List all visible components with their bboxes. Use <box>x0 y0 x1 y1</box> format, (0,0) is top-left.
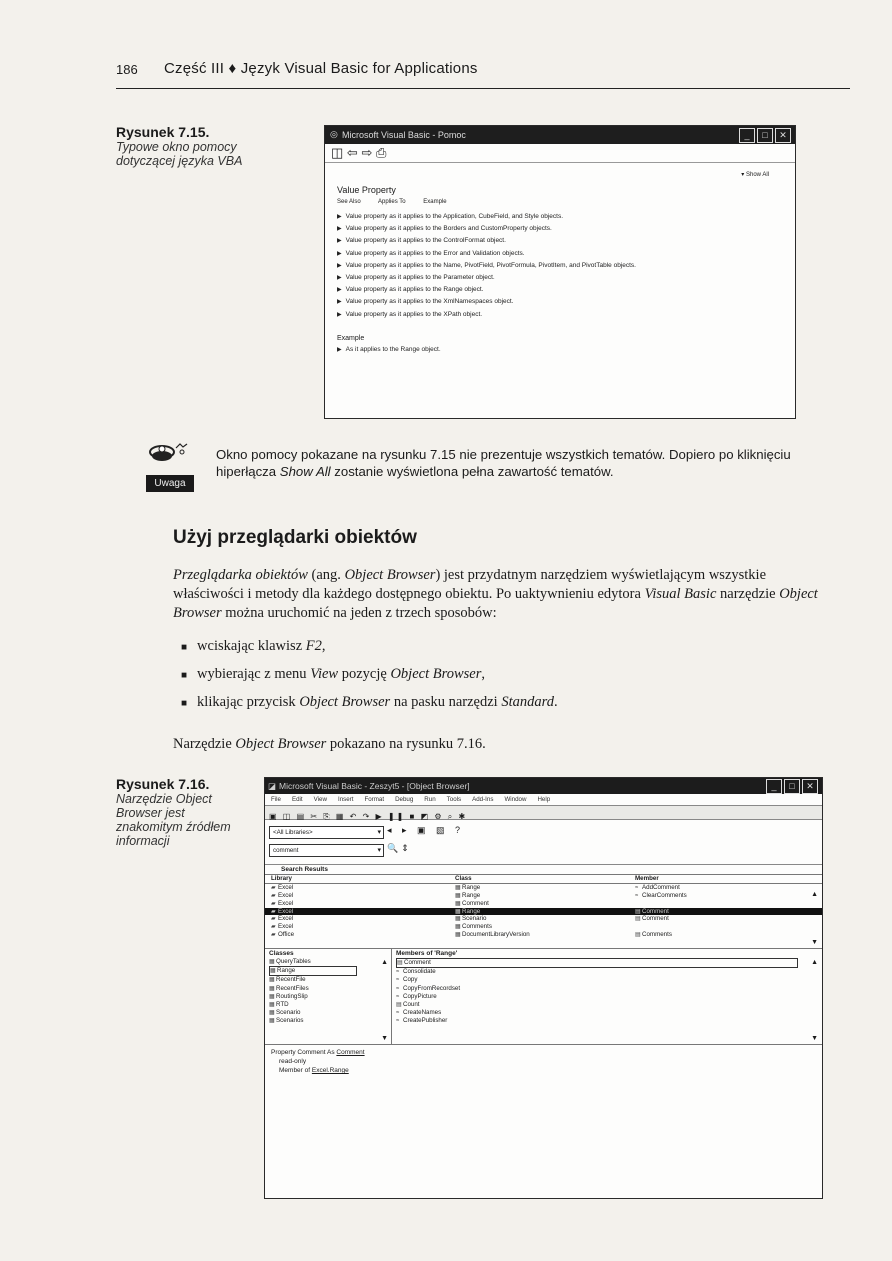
figure2-caption: Narzędzie Object Browser jest znakomitym źródłem informacji <box>116 792 231 848</box>
scroll-up-icon[interactable]: ▲ <box>811 959 818 966</box>
toolbar-icons[interactable]: ▣ ◫ ▤ ✂ ⎘ ▦ ↶ ↷ ▶ ❚❚ ■ ◩ ⚙ ⌕ ✱ <box>269 812 468 821</box>
comment-type-link[interactable]: Comment <box>336 1049 365 1056</box>
help-content <box>325 171 795 356</box>
result-row-selected[interactable]: ▰ Excel ▦Range ▤Comment <box>265 908 822 916</box>
class-item[interactable]: ▦RTD <box>269 1000 289 1008</box>
expand-triangle-icon: ▶ <box>337 299 342 306</box>
search-results-table <box>265 874 822 949</box>
back-icon[interactable]: ⇦ <box>346 145 358 160</box>
classes-pane <box>265 949 392 1044</box>
result-row[interactable]: ▰ Excel ▦Range ≈ ClearComments <box>271 891 687 899</box>
result-row[interactable]: ▰ Excel ▦Comments <box>271 923 492 931</box>
object-browser-window <box>264 777 823 1199</box>
menu-insert[interactable]: Insert <box>337 796 354 803</box>
class-item[interactable]: ▦RecentFile <box>269 976 306 984</box>
expand-triangle-icon: ▶ <box>337 346 342 353</box>
search-button-icon[interactable]: 🔍⇕ <box>387 843 412 853</box>
result-row[interactable]: ▰ Excel ▦Range ≈ AddComment <box>271 883 680 891</box>
menu-run[interactable]: Run <box>424 796 436 803</box>
bullet-item: ■ klikając przycisk Object Browser na pasku narzędzi Standard. <box>181 694 558 710</box>
classes-label: Classes <box>269 950 294 957</box>
expand-triangle-icon: ▶ <box>337 250 342 257</box>
show-all-link[interactable]: ▾ Show All <box>741 172 769 178</box>
figure1-caption: Typowe okno pomocy dotyczącej języka VBA <box>116 140 243 168</box>
expand-triangle-icon: ▶ <box>337 238 342 245</box>
details-readonly: read-only <box>279 1058 307 1065</box>
note-text: Okno pomocy pokazane na rysunku 7.15 nie prezentuje wszystkich tematów. Dopiero po kliknięciu hiperłącza Show All zostanie wyświetlona pełna zawartość tematów. <box>216 447 791 479</box>
help-links <box>337 199 795 205</box>
closing-paragraph: Narzędzie Object Browser pokazano na rysunku 7.16. <box>173 736 486 752</box>
help-toolbar <box>325 144 795 163</box>
expand-triangle-icon: ▶ <box>337 226 342 233</box>
figure2-caption-block <box>116 776 242 848</box>
excel-range-link[interactable]: Excel.Range <box>311 1067 349 1074</box>
class-item[interactable]: ▦RecentFiles <box>269 984 309 992</box>
result-row[interactable]: ▰ Office ▦DocumentLibraryVersion ▤Comments <box>271 931 672 939</box>
scroll-up-icon[interactable]: ▲ <box>811 891 818 898</box>
expand-triangle-icon: ▶ <box>337 311 342 318</box>
menu-window[interactable]: Window <box>504 796 527 803</box>
member-item-selected[interactable]: ▤Comment <box>396 958 798 968</box>
maximize-button[interactable]: □ <box>784 779 800 794</box>
help-item[interactable]: ▶ Value property as it applies to the Parameter object. <box>337 273 495 281</box>
close-button[interactable]: ✕ <box>775 128 791 143</box>
menu-edit[interactable]: Edit <box>291 796 303 803</box>
tile-icon[interactable]: ◫ <box>331 145 344 160</box>
search-results-label: Search Results <box>281 866 328 873</box>
member-item[interactable]: ≈ Consolidate <box>396 968 436 976</box>
scroll-down-icon[interactable]: ▼ <box>381 1035 388 1042</box>
class-item[interactable]: ▦Scenario <box>269 1009 301 1017</box>
expand-triangle-icon: ▶ <box>337 262 342 269</box>
member-item[interactable]: ≈ CopyPicture <box>396 992 437 1000</box>
details-member-of: Member of Excel.Range <box>279 1067 349 1074</box>
nav-buttons[interactable]: ◂ ▸ ▣ ▧ ? <box>387 825 465 835</box>
menu-help[interactable]: Help <box>537 796 551 803</box>
help-item[interactable]: ▶ Value property as it applies to the Application, CubeField, and Style objects. <box>337 213 564 220</box>
browser-controls <box>265 820 822 865</box>
help-window <box>324 125 796 419</box>
figure1-label: Rysunek 7.15. <box>116 124 210 140</box>
help-heading: Value Property <box>337 185 396 195</box>
bullet-item: ■ wciskając klawisz F2, <box>181 638 326 654</box>
figure2-label: Rysunek 7.16. <box>116 776 210 792</box>
bullet-list <box>181 637 821 721</box>
help-item[interactable]: ▶ Value property as it applies to the Error and Validation objects. <box>337 249 525 257</box>
help-item[interactable]: ▶ Value property as it applies to the ControlFormat object. <box>337 237 506 245</box>
class-item-selected[interactable]: ▦Range <box>269 966 357 976</box>
minimize-button[interactable]: _ <box>739 128 755 143</box>
class-item[interactable]: ▦QueryTables <box>269 958 311 965</box>
page-number: 186 <box>116 62 138 77</box>
help-item[interactable]: ▶ Value property as it applies to the Borders and CustomProperty objects. <box>337 225 552 233</box>
minimize-button[interactable]: _ <box>766 779 782 794</box>
bullet-square-icon: ■ <box>181 698 188 709</box>
menu-file[interactable]: File <box>271 796 281 803</box>
library-combo[interactable]: <All Libraries> ▾ <box>269 826 384 839</box>
expand-triangle-icon: ▶ <box>337 287 342 294</box>
standard-toolbar <box>265 806 822 820</box>
print-icon[interactable]: ⎙ <box>375 145 387 160</box>
help-titlebar <box>325 126 795 144</box>
running-header <box>116 62 850 89</box>
menu-addins[interactable]: Add-Ins <box>472 796 494 803</box>
member-item[interactable]: ≈ Copy <box>396 976 418 984</box>
scroll-down-icon[interactable]: ▼ <box>811 1035 818 1042</box>
search-combo[interactable]: comment ▾ <box>269 844 384 857</box>
help-item[interactable]: ▶ Value property as it applies to the Range object. <box>337 286 484 294</box>
help-item[interactable]: ▶ Value property as it applies to the XPath object. <box>337 310 483 318</box>
menu-view[interactable]: View <box>313 796 327 803</box>
member-item[interactable]: ≈ CopyFromRecordset <box>396 984 461 992</box>
help-title: Microsoft Visual Basic - Pomoc <box>342 130 466 140</box>
menu-format[interactable]: Format <box>364 796 385 803</box>
class-item[interactable]: ▦Scenarios <box>269 1017 304 1025</box>
menu-tools[interactable]: Tools <box>446 796 462 803</box>
note-icon <box>146 440 194 470</box>
result-row[interactable]: ▰ Excel ▦Comment <box>271 899 489 907</box>
note-badge-label: Uwaga <box>146 475 194 492</box>
bullet-square-icon: ■ <box>181 670 188 681</box>
help-item-list <box>337 211 795 321</box>
close-button[interactable]: ✕ <box>802 779 818 794</box>
scroll-down-icon[interactable]: ▼ <box>811 939 818 946</box>
menu-bar <box>265 794 822 806</box>
vbe-title: Microsoft Visual Basic - Zeszyt5 - [Object Browser] <box>279 781 470 791</box>
class-item[interactable]: ▦RoutingSlip <box>269 992 308 1000</box>
running-head-title: Część III ♦ Język Visual Basic for Applications <box>164 60 478 77</box>
member-item[interactable]: ▤Count <box>396 1000 420 1008</box>
details-signature: Property Comment As Comment <box>271 1049 365 1056</box>
example-link[interactable]: Example <box>423 199 447 205</box>
details-pane <box>265 1045 822 1078</box>
classes-members-pane <box>265 949 822 1045</box>
example-heading: Example <box>337 334 365 342</box>
figure1-caption-block <box>116 124 291 168</box>
scroll-up-icon[interactable]: ▲ <box>381 959 388 966</box>
menu-debug[interactable]: Debug <box>395 796 414 803</box>
see-also-link[interactable]: See Also <box>337 199 361 205</box>
maximize-button[interactable]: □ <box>757 128 773 143</box>
expand-triangle-icon: ▶ <box>337 214 342 220</box>
forward-icon[interactable]: ⇨ <box>361 145 373 160</box>
members-pane <box>392 949 822 1044</box>
help-app-icon: ◎ <box>330 129 338 139</box>
bullet-square-icon: ■ <box>181 642 188 653</box>
help-item[interactable]: ▶ Value property as it applies to the XmlNamespaces object. <box>337 298 514 306</box>
example-item[interactable]: ▶ As it applies to the Range object. <box>337 345 441 353</box>
note-badge <box>146 440 194 490</box>
help-item[interactable]: ▶ Value property as it applies to the Name, PivotField, PivotFormula, PivotItem, and PivotTable objects. <box>337 261 636 269</box>
section-heading: Użyj przeglądarki obiektów <box>173 527 417 548</box>
bullet-item: ■ wybierając z menu View pozycję Object Browser, <box>181 666 485 682</box>
results-header: Library Class Member <box>265 875 822 884</box>
expand-triangle-icon: ▶ <box>337 274 342 281</box>
vbe-app-icon: ◪ <box>268 781 277 791</box>
applies-to-link[interactable]: Applies To <box>378 199 406 205</box>
members-label: Members of 'Range' <box>396 950 458 957</box>
result-row[interactable]: ▰ Excel ▦Scenario ▤Comment <box>271 915 669 923</box>
member-item[interactable]: ≈ CreatePublisher <box>396 1017 448 1025</box>
member-item[interactable]: ≈ CreateNames <box>396 1009 442 1017</box>
vbe-titlebar <box>265 778 822 794</box>
section-paragraph: Przeglądarka obiektów (ang. Object Browser) jest przydatnym narzędziem wyświetlającym wszystkie właściwości i metody dla każdego dostępnego obiektu. Po uaktywnieniu edytora Visual Basic narzędzie Object Browser można uruchomić na jeden z trzech sposobów: <box>173 567 818 621</box>
